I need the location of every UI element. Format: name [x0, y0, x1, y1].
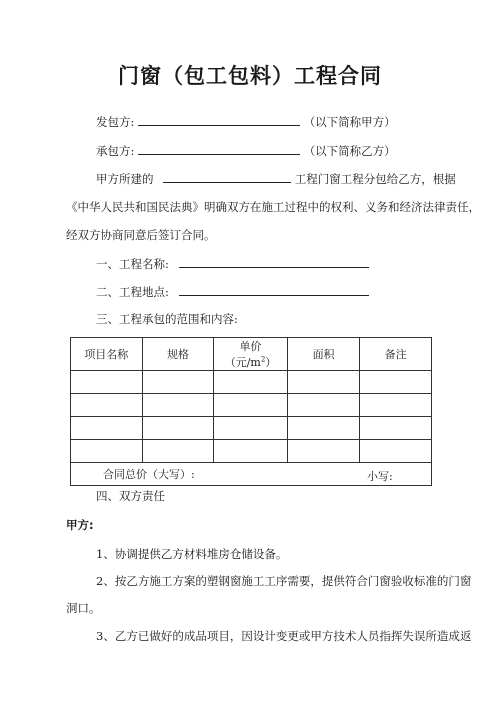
table-row: [71, 371, 432, 394]
party-b-line: [96, 142, 396, 159]
duty-item-2-line-1: 2、按乙方施工方案的塑钢窗施工工序需要，提供符合门窗验收标准的门窗: [96, 574, 472, 588]
table-row: [71, 394, 432, 417]
total-price-cell[interactable]: [71, 463, 432, 486]
duty-item-3-line-1: 3、乙方已做好的成品项目，因设计变更或甲方技术人员指挥失误所造成返: [96, 629, 472, 643]
intro-line-1: [96, 170, 456, 187]
intro-prefix: 甲方所建的: [96, 172, 154, 186]
total-price-row: [71, 463, 432, 486]
section-2: [96, 283, 369, 300]
document-title: 门窗（包工包料）工程合同: [118, 64, 382, 88]
intro-line-3: 经双方协商同意后签订合同。: [66, 228, 216, 242]
party-a-line: [96, 113, 396, 130]
section-3: 三、工程承包的范围和内容:: [96, 312, 238, 326]
intro-line-2: 《中华人民共和国民法典》明确双方在施工过程中的权利、义务和经济法律责任，: [66, 200, 480, 214]
party-a-duties-heading: 甲方:: [66, 518, 94, 532]
unit-price-text: 单价（元/m: [224, 340, 262, 369]
party-a-label: 发包方:: [96, 115, 135, 129]
party-a-blank[interactable]: [138, 113, 300, 126]
party-b-label: 承包方:: [96, 144, 135, 158]
unit-close: ）: [265, 356, 277, 369]
column-header-spec: 规格: [142, 338, 214, 371]
section-4: 四、双方责任: [96, 489, 165, 503]
party-a-suffix: （以下简称甲方）: [303, 115, 396, 129]
party-b-blank[interactable]: [138, 142, 300, 155]
column-header-area: 面积: [287, 338, 360, 371]
column-header-item: 项目名称: [71, 338, 143, 371]
column-header-unit-price: [214, 338, 288, 371]
intro-suffix: 工程门窗工程分包给乙方，根据: [294, 172, 456, 186]
project-name-blank[interactable]: [179, 255, 369, 268]
duty-item-1: 1、协调提供乙方材料堆房仓储设备。: [96, 547, 288, 561]
section-2-label: 二、工程地点:: [96, 285, 169, 299]
total-small-label: 小写:: [367, 470, 393, 483]
column-header-remarks: 备注: [360, 338, 432, 371]
section-1-label: 一、工程名称:: [96, 257, 169, 271]
party-b-suffix: （以下简称乙方）: [303, 144, 396, 158]
unit-superscript: 2: [260, 355, 266, 364]
scope-table: [70, 337, 432, 486]
total-price-label: 合同总价（大写）:: [103, 468, 195, 481]
table-row: [71, 440, 432, 463]
table-row: [71, 417, 432, 440]
duty-item-2-line-2: 洞口。: [66, 601, 101, 615]
table-header-row: [71, 338, 432, 371]
section-1: [96, 255, 369, 272]
project-location-blank[interactable]: [179, 283, 369, 296]
project-owner-blank[interactable]: [163, 170, 291, 183]
